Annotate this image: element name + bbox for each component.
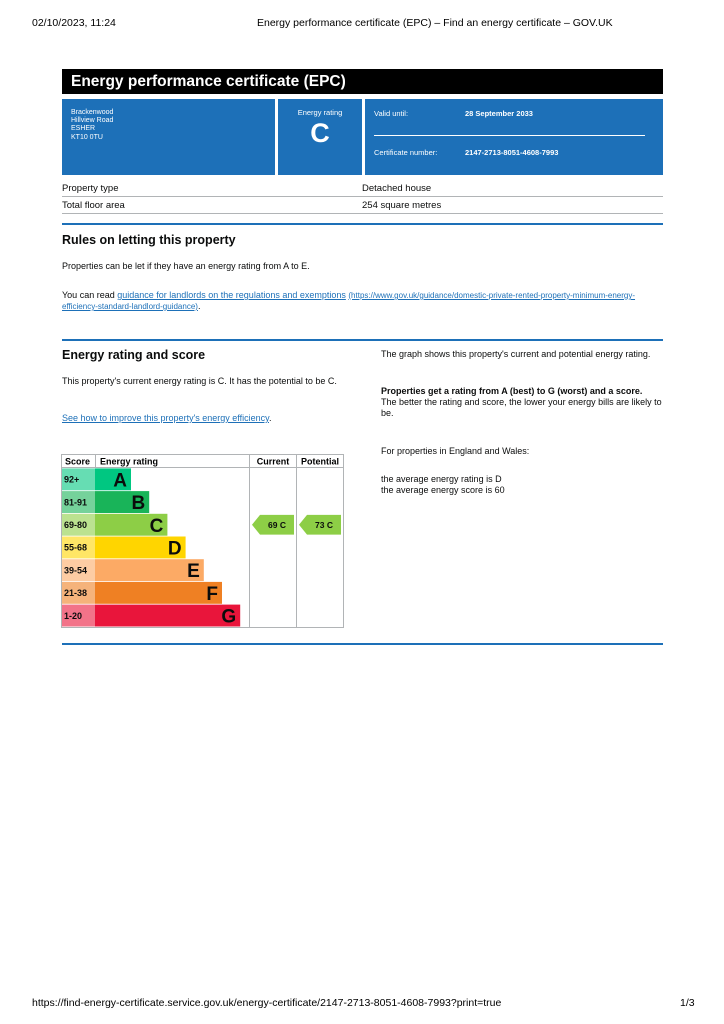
band-score-label: 92+: [64, 474, 80, 485]
guidance-suffix: .: [197, 301, 201, 311]
energy-rating-label: Energy rating: [297, 108, 343, 117]
guidance-link[interactable]: guidance for landlords on the regulations and exemptions: [117, 290, 346, 300]
rating-explanation: [381, 386, 663, 419]
rules-text: Properties can be let if they have an energy rating from A to E.: [62, 261, 310, 271]
chart-header-potential: Potential: [300, 456, 340, 467]
guidance-prefix: You can read: [62, 290, 118, 300]
band-bar-g: [95, 605, 240, 627]
score-heading: Energy rating and score: [62, 348, 206, 362]
floor-area-value: 254 square metres: [362, 200, 442, 211]
band-letter-label: E: [187, 561, 200, 583]
band-score-label: 81-91: [64, 497, 88, 508]
england-wales-text: For properties in England and Wales:: [381, 446, 530, 456]
average-score: the average energy score is 60: [381, 485, 505, 495]
energy-rating-value: C: [310, 118, 330, 148]
property-type-value: Detached house: [362, 183, 432, 194]
print-url: https://find-energy-certificate.service.gov.uk/energy-certificate/2147-2713-8051-4608-7993?print=true: [32, 997, 502, 1009]
improve-paragraph: [62, 413, 272, 424]
address-box: [62, 99, 275, 175]
floor-area-label: Total floor area: [62, 200, 125, 211]
band-score-label: 39-54: [64, 565, 88, 576]
print-datetime: 02/10/2023, 11:24: [32, 17, 116, 29]
rating-explanation-bold: Properties get a rating from A (best) to G (worst) and a score.: [381, 386, 643, 396]
table-divider: [62, 196, 663, 197]
address-line: Hillview Road: [71, 117, 114, 125]
band-bar-f: [95, 582, 222, 604]
band-score-label: 55-68: [64, 542, 88, 553]
chart-header-score: Score: [65, 456, 91, 467]
improve-link[interactable]: See how to improve this property's energy efficiency: [62, 413, 269, 423]
chart-header-current: Current: [256, 456, 290, 467]
certificate-divider: [374, 135, 645, 136]
rating-explanation-bills: The better the rating and score, the lower your energy bills are likely to be.: [381, 397, 662, 418]
current-rating-marker-label: 69 C: [268, 519, 286, 530]
print-page-number: 1/3: [680, 997, 695, 1009]
section-divider: [62, 643, 663, 645]
address-line: Brackenwood: [71, 109, 114, 116]
potential-rating-marker-label: 73 C: [315, 519, 333, 530]
band-letter-label: C: [149, 515, 164, 537]
certificate-number-value: 2147-2713-8051-4608-7993: [465, 148, 559, 157]
band-letter-label: B: [131, 493, 146, 515]
energy-rating-box: [278, 99, 362, 175]
print-title: Energy performance certificate (EPC) – Find an energy certificate – GOV.UK: [257, 17, 613, 29]
band-score-label: 1-20: [64, 610, 83, 621]
band-score-label: 21-38: [64, 588, 88, 599]
band-letter-label: G: [221, 606, 237, 628]
valid-until-value: 28 September 2033: [465, 109, 533, 118]
property-type-label: Property type: [62, 183, 119, 194]
band-score-label: 69-80: [64, 519, 88, 530]
guidance-url[interactable]: (https://www.gov.uk/guidance/domestic-private-rented-property-minimum-energy-efficiency-standard-landlord-guidance): [62, 291, 636, 311]
chart-header-rating: Energy rating: [100, 456, 159, 467]
guidance-paragraph: [62, 290, 662, 312]
average-rating: the average energy rating is D: [381, 474, 502, 484]
address-line: ESHER: [71, 125, 96, 133]
current-rating-text: This property's current energy rating is C. It has the potential to be C.: [62, 376, 337, 386]
section-divider: [62, 223, 663, 225]
average-info: [381, 474, 505, 496]
graph-note: The graph shows this property's current and potential energy rating.: [381, 349, 651, 359]
band-letter-label: F: [206, 583, 218, 605]
certificate-box: [365, 99, 663, 175]
rules-heading: Rules on letting this property: [62, 233, 236, 247]
table-divider: [62, 213, 663, 214]
energy-rating-chart: [61, 454, 345, 630]
band-letter-label: A: [113, 470, 127, 492]
band-letter-label: D: [167, 538, 182, 560]
page-title: Energy performance certificate (EPC): [62, 69, 663, 94]
improve-suffix: .: [269, 413, 272, 423]
address-line: KT10 0TU: [71, 133, 103, 141]
section-divider: [62, 339, 663, 341]
certificate-number-label: Certificate number:: [374, 148, 438, 157]
valid-until-label: Valid until:: [374, 109, 409, 118]
